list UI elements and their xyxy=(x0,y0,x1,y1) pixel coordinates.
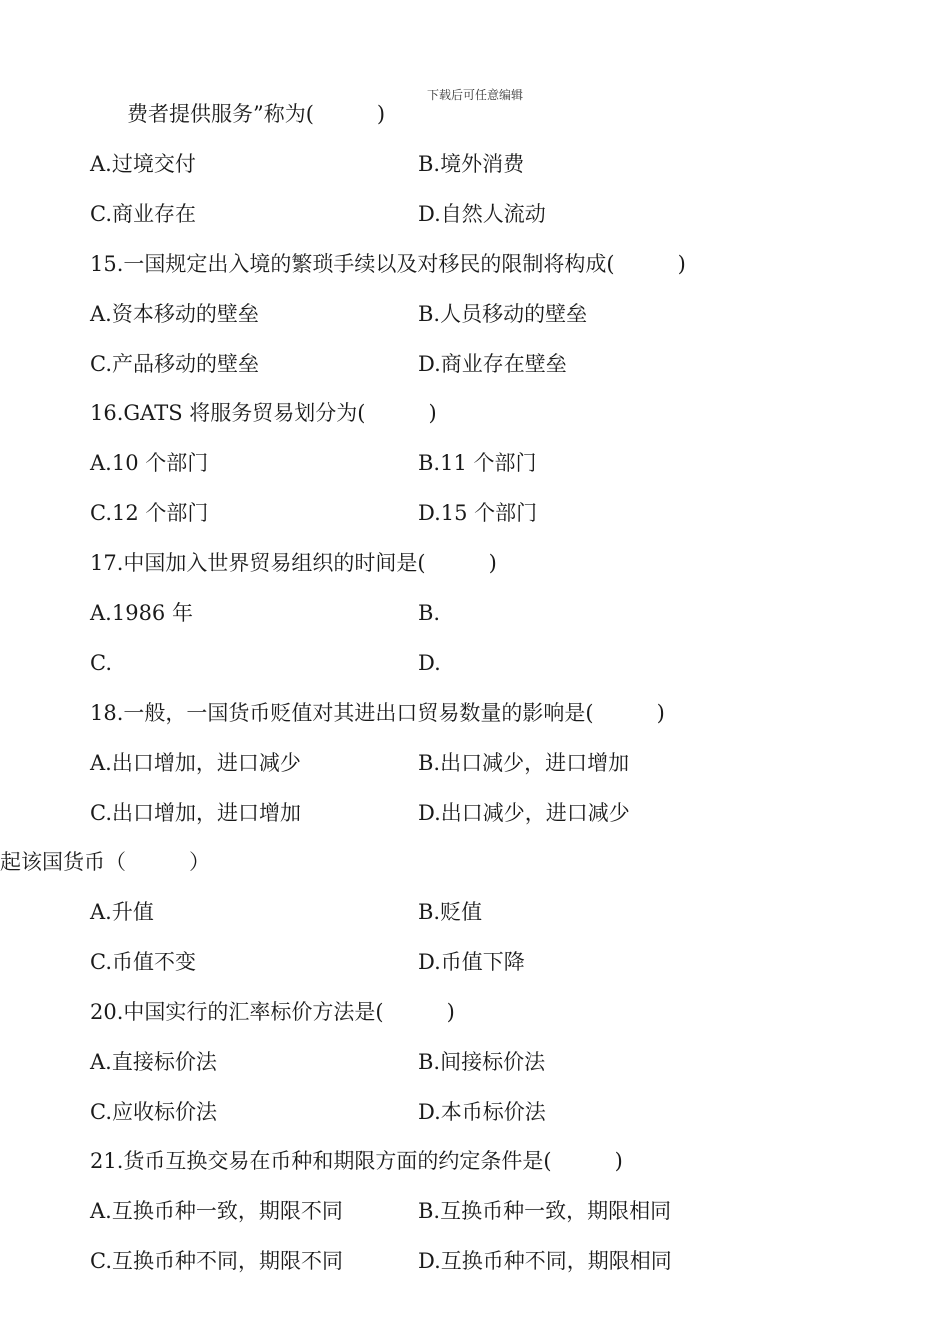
q19-option-c: C.币值不变 xyxy=(90,950,196,974)
question-20: 20.中国实行的汇率标价方法是( ) xyxy=(90,1000,455,1024)
q20-option-d: D.本币标价法 xyxy=(418,1100,546,1124)
q21-option-c: C.互换币种不同，期限不同 xyxy=(90,1249,343,1273)
q15-option-a: A.资本移动的壁垒 xyxy=(90,302,259,326)
q14-option-d: D.自然人流动 xyxy=(418,202,546,226)
q15-option-b: B.人员移动的壁垒 xyxy=(418,302,588,326)
question-21: 21.货币互换交易在币种和期限方面的约定条件是( ) xyxy=(90,1149,623,1173)
q16-option-a: A.10 个部门 xyxy=(90,451,209,475)
page-header: 下载后可任意编辑 xyxy=(426,88,523,102)
q17-option-a: A.1986 年 xyxy=(90,601,193,625)
q17-option-d: D. xyxy=(418,651,441,675)
q21-option-d: D.互换币种不同，期限相同 xyxy=(418,1249,672,1273)
question-17: 17.中国加入世界贸易组织的时间是( ) xyxy=(90,551,497,575)
q15-option-d: D.商业存在壁垒 xyxy=(418,352,567,376)
q14-option-a: A.过境交付 xyxy=(90,152,196,176)
q18-option-c: C.出口增加，进口增加 xyxy=(90,801,301,825)
q19-option-b: B.贬值 xyxy=(418,900,483,924)
q19-option-a: A.升值 xyxy=(90,900,154,924)
q16-option-b: B.11 个部门 xyxy=(418,451,537,475)
q21-option-a: A.互换币种一致，期限不同 xyxy=(90,1199,343,1223)
q17-option-b: B. xyxy=(418,601,441,625)
q18-option-d: D.出口减少，进口减少 xyxy=(418,801,630,825)
question-18: 18.一般，一国货币贬值对其进出口贸易数量的影响是( ) xyxy=(90,701,665,725)
question-19-continuation: 起该国货币（ ） xyxy=(0,850,210,874)
q14-option-c: C.商业存在 xyxy=(90,202,196,226)
q18-option-b: B.出口减少，进口增加 xyxy=(418,751,630,775)
q15-option-c: C.产品移动的壁垒 xyxy=(90,352,259,376)
question-16: 16.GATS 将服务贸易划分为( ) xyxy=(90,401,437,425)
q21-option-b: B.互换币种一致，期限相同 xyxy=(418,1199,672,1223)
q16-option-d: D.15 个部门 xyxy=(418,501,538,525)
question-15: 15.一国规定出入境的繁琐手续以及对移民的限制将构成( ) xyxy=(90,252,686,276)
q19-option-d: D.币值下降 xyxy=(418,950,525,974)
q20-option-b: B.间接标价法 xyxy=(418,1050,546,1074)
question-14-continuation: 费者提供服务”称为( ) xyxy=(127,102,386,126)
q16-option-c: C.12 个部门 xyxy=(90,501,209,525)
q18-option-a: A.出口增加，进口减少 xyxy=(90,751,301,775)
q20-option-a: A.直接标价法 xyxy=(90,1050,217,1074)
q14-option-b: B.境外消费 xyxy=(418,152,525,176)
q17-option-c: C. xyxy=(90,651,112,675)
q20-option-c: C.应收标价法 xyxy=(90,1100,217,1124)
